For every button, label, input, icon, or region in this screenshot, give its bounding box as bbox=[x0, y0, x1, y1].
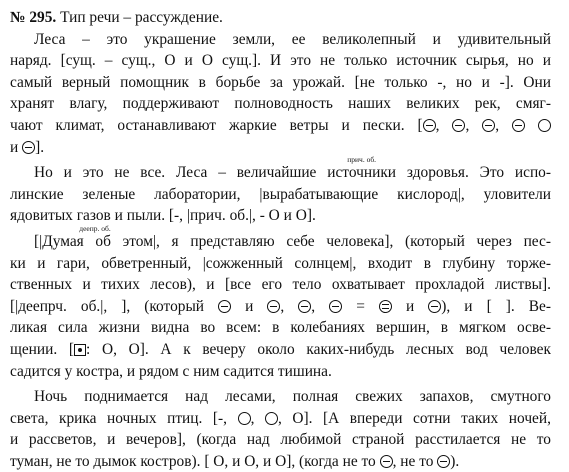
p1-line-5: чают климат, останавливают жаркие ветры и пески. [ , , , bbox=[10, 115, 551, 137]
p4-line-2: света, крика ночных птиц. [-, , , О]. [А впереди сотни таких ночей, bbox=[10, 409, 551, 427]
p3-line-4: [|деепрч. об.|, ], (который и , , = и ), и [ ]. Ве- bbox=[10, 297, 551, 315]
gerund-note: деепр. об. bbox=[79, 223, 111, 233]
circle-minus-icon bbox=[380, 455, 393, 468]
p2-line-1a: Но и это не все. Леса – величайшие bbox=[34, 164, 328, 182]
colon-box-icon bbox=[74, 344, 86, 356]
p3-line-3: ственных и тихих лесов), и [все его тело охватывает прохладой листвы]. bbox=[10, 276, 551, 294]
exercise-number: № 295. bbox=[10, 9, 57, 26]
p1-line-4: хранят влагу, поддерживают полноводность наших великих рек, смяг- bbox=[10, 95, 551, 113]
p1-line-6-pre: и bbox=[10, 138, 23, 156]
participle-note: прич. об. bbox=[347, 155, 377, 165]
p3-line-1 bbox=[10, 223, 551, 253]
p1-line-3: самый верный помощник в борьбе за урожай. [не только -, но и -]. Они bbox=[10, 73, 551, 91]
p1-line-5-text: чают климат, останавливают жаркие ветры и пески. [ bbox=[10, 116, 423, 134]
p3-line-5: ликая сила жизни видна во всем: в колебаниях вершин, в мягком осве- bbox=[10, 319, 551, 337]
p3-annotated-phrase: деепр. об. [|Думая об этом| bbox=[34, 223, 157, 250]
p2-line-1 bbox=[10, 155, 551, 184]
circle-minus-icon bbox=[512, 119, 525, 132]
circle-icon bbox=[538, 119, 551, 132]
circle-minus-icon bbox=[267, 300, 280, 313]
p4-line-3: и рассветов, и вечеров], (когда над любимой страной расстилается не то bbox=[10, 431, 551, 449]
circle-minus-icon bbox=[329, 300, 342, 313]
circle-minus-icon bbox=[452, 119, 465, 132]
circle-minus-icon bbox=[437, 455, 450, 468]
circle-minus-icon bbox=[428, 300, 441, 313]
p3-line-6: щении. [ : О, О]. А к вечеру около каких-нибудь лесных вод человек bbox=[10, 340, 551, 358]
p2-line-3: ядовитых газов и пыли. [-, |прич. об.|, - О и О]. bbox=[10, 207, 316, 225]
circle-minus-icon bbox=[22, 141, 35, 154]
p3-line-1b: , я представляю себе человека], (который через пес- bbox=[156, 232, 551, 250]
p3-line-7: садится у костра, и рядом с ним садится тишина. bbox=[10, 362, 332, 380]
circle-equals-icon bbox=[379, 300, 392, 313]
p2-annotated-word: прич. об. источники bbox=[327, 155, 397, 182]
p1-line-6 bbox=[10, 137, 551, 159]
p2-line-2: линские зеленые лаборатории, |вырабатывающие кислород|, уловители bbox=[10, 185, 551, 203]
exercise-title: Тип речи – рассуждение. bbox=[56, 9, 223, 26]
circle-minus-icon bbox=[423, 119, 436, 132]
circle-minus-icon bbox=[482, 119, 495, 132]
circle-minus-icon bbox=[218, 300, 231, 313]
p1-line-1: Леса – это украшение земли, ее великолепный и удивительный bbox=[34, 30, 551, 48]
p1-line-2: наряд. [сущ. – сущ., О и О сущ.]. И это не только источник сырья, но и bbox=[10, 52, 551, 70]
circle-icon bbox=[265, 412, 278, 425]
circle-icon bbox=[238, 412, 251, 425]
p2-line-1b: здоровья. Это испо- bbox=[396, 164, 551, 182]
p3-line-2: ки и гари, обветренный, |сожженный солнцем|, входит в глубину торже- bbox=[10, 254, 551, 272]
p4-line-1: Ночь поднимается над лесами, полная свежих запахов, смутного bbox=[34, 388, 551, 406]
exercise-heading bbox=[10, 7, 551, 29]
circle-minus-icon bbox=[298, 300, 311, 313]
p1-line-6-post: ]. bbox=[35, 138, 45, 156]
p4-line-4: туман, не то дымок костров). [ О, и О, и О], (когда не то , не то ). bbox=[10, 452, 460, 470]
